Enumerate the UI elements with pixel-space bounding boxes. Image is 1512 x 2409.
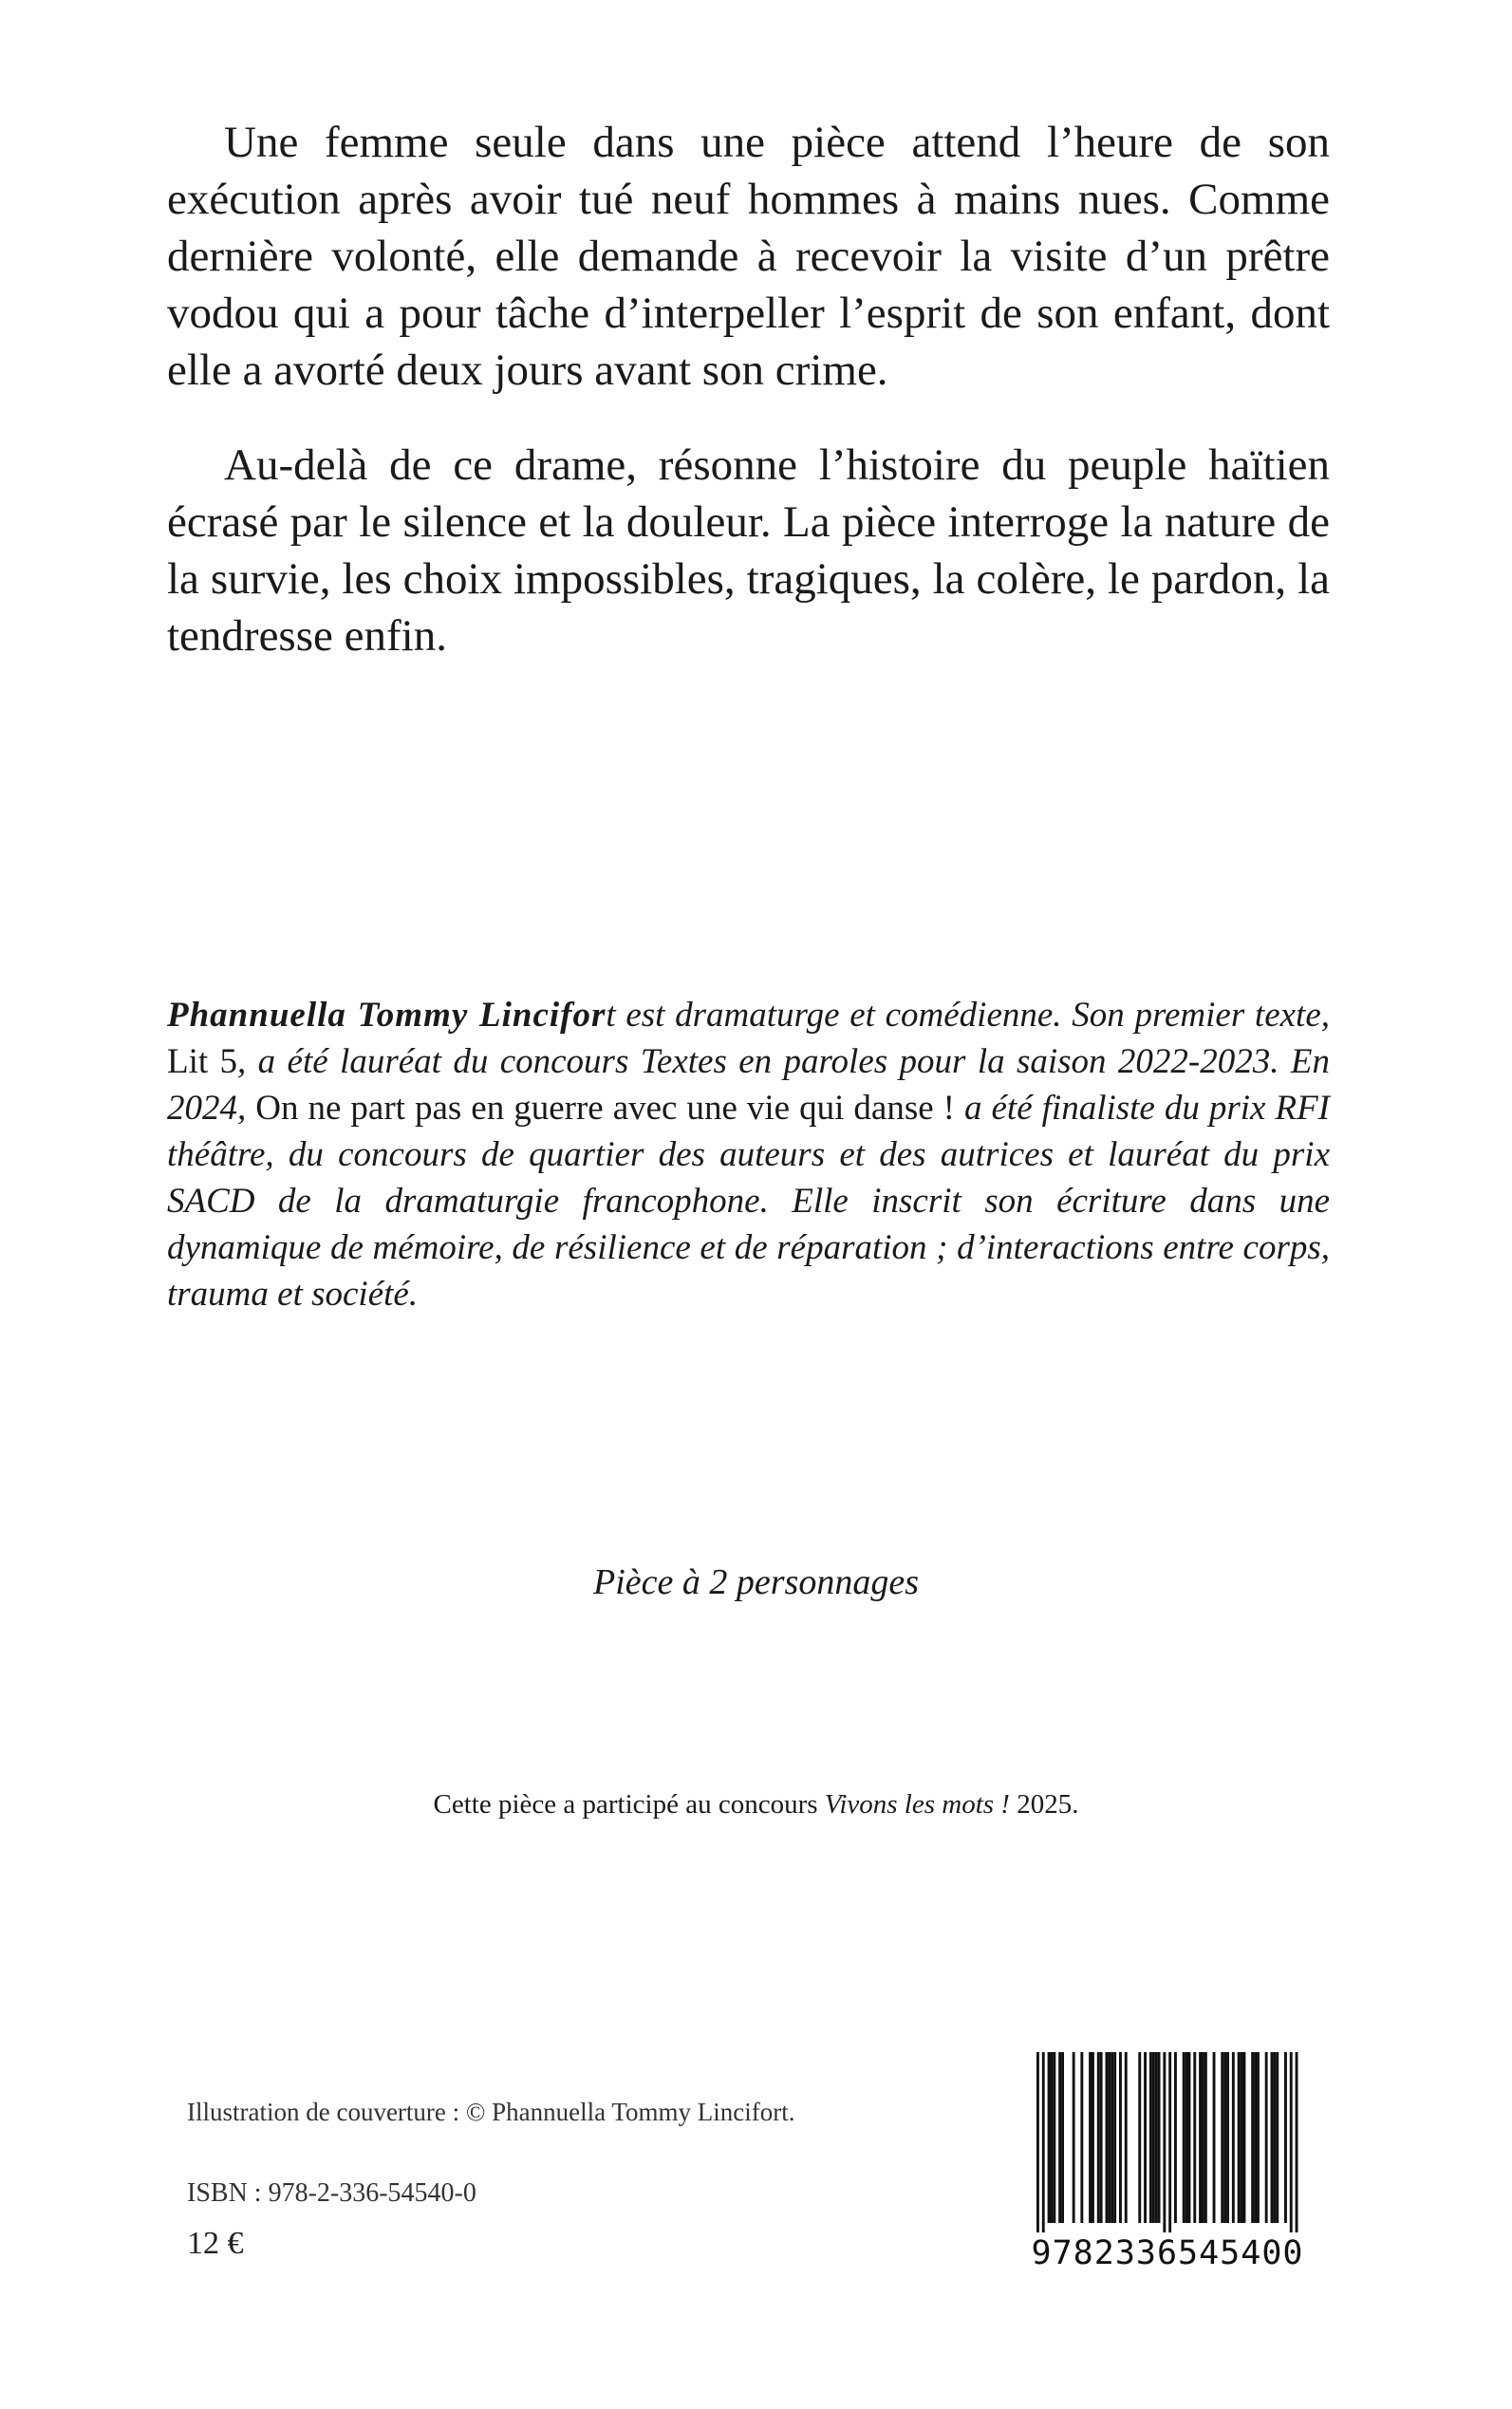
barcode-bar [1149, 2052, 1152, 2223]
barcode-bar [1204, 2052, 1207, 2223]
author-bio-paragraph [167, 992, 1330, 1317]
barcode-bar [1108, 2052, 1111, 2223]
barcode-bar [1073, 2052, 1075, 2223]
barcode-bar [1193, 2052, 1196, 2223]
barcode-bar [1163, 2052, 1166, 2232]
barcode-bar [1254, 2052, 1257, 2223]
barcode-bar [1241, 2052, 1243, 2223]
price: 12 € [187, 2226, 244, 2261]
barcode-bar [1183, 2052, 1185, 2223]
barcode-bar [1111, 2052, 1113, 2223]
barcode-bar [1042, 2052, 1045, 2232]
barcode-bars [1016, 2052, 1319, 2232]
bio-text-3: a été finaliste du prix RFI théâtre, du concours de quartier des auteurs et des autrices et lauréat du prix SACD de la dramaturgie francophone. Elle inscrit son écriture dans une dynamique de mémoire, de résilience et de réparation ; d’interactions entre corps, trauma et société. [167, 1089, 1330, 1314]
barcode-bar [1053, 2052, 1055, 2223]
barcode-bar [1080, 2052, 1083, 2223]
barcode-bar [1185, 2052, 1188, 2223]
barcode-bar [1284, 2052, 1287, 2223]
barcode-bar [1100, 2052, 1103, 2223]
barcode-bar [1202, 2052, 1204, 2223]
synopsis-paragraph-1: Une femme seule dans une pièce attend l’heure de son exécution après avoir tué neuf hommes à mains nues. Comme dernière volonté, elle demande à recevoir la visite d’un prêtre vodou qui a pour tâche d’interpeller l’esprit de son enfant, dont elle a avorté deux jours avant son crime. [167, 118, 1330, 395]
character-count: Pièce à 2 personnages [593, 1562, 919, 1602]
synopsis [167, 114, 1330, 664]
barcode-bar [1276, 2052, 1279, 2223]
barcode-bar [1155, 2052, 1158, 2223]
barcode-bar [1113, 2052, 1116, 2223]
barcode-bar [1243, 2052, 1246, 2223]
cover-illustration-credit: Illustration de couverture : © Phannuella Tommy Lincifort. [187, 2098, 795, 2126]
barcode-bar [1265, 2052, 1268, 2223]
author-bio [167, 992, 1330, 1317]
contest-prefix: Cette pièce a participé au concours [433, 1789, 825, 1820]
barcode-bar [1221, 2052, 1223, 2223]
barcode-bar [1223, 2052, 1226, 2223]
barcode-bar [1097, 2052, 1100, 2223]
barcode-bar [1125, 2052, 1128, 2223]
bio-work-title-1: Lit 5 [167, 1042, 238, 1081]
synopsis-paragraph-2: Au-delà de ce drame, résonne l’histoire du peuple haïtien écrasé par le silence et la douleur. La pièce interroge la nature de la survie, les choix impossibles, tragiques, la colère, le pardon, la tendresse enfin. [167, 440, 1330, 661]
barcode-bar [1144, 2052, 1147, 2223]
barcode [1016, 2052, 1319, 2280]
barcode-bar [1188, 2052, 1191, 2223]
barcode-bar [1213, 2052, 1216, 2223]
barcode-bar [1199, 2052, 1202, 2223]
barcode-bar [1061, 2052, 1064, 2223]
barcode-bar [1058, 2052, 1061, 2223]
barcode-bar [1174, 2052, 1177, 2223]
isbn: ISBN : 978-2-336-54540-0 [187, 2178, 476, 2208]
barcode-bar [1119, 2052, 1122, 2223]
contest-note [0, 1789, 1512, 1821]
bio-text-2: , a été lauréat du concours Textes en paroles pour la saison 2022-2023. En 2024, [167, 1042, 1330, 1128]
barcode-bar [1138, 2052, 1141, 2223]
barcode-bar [1051, 2052, 1054, 2223]
barcode-bar [1092, 2052, 1094, 2223]
barcode-bar [1158, 2052, 1161, 2223]
contest-title: Vivons les mots ! [824, 1789, 1010, 1820]
barcode-bar [1271, 2052, 1274, 2223]
barcode-bar [1226, 2052, 1229, 2223]
barcode-bar [1048, 2052, 1051, 2223]
barcode-bar [1238, 2052, 1241, 2223]
barcode-digits: 9782336545400 [1031, 2234, 1304, 2272]
contest-suffix: 2025. [1009, 1789, 1079, 1820]
barcode-bar [1168, 2052, 1171, 2232]
author-name: Phannuella Tommy Lincifor [167, 996, 607, 1035]
barcode-bar [1036, 2052, 1039, 2232]
barcode-bar [1273, 2052, 1276, 2223]
barcode-bar [1232, 2052, 1235, 2223]
bio-work-title-2: On ne part pas en guerre avec une vie qui danse ! [255, 1089, 955, 1128]
bio-text-1: t est dramaturge et comédienne. Son premier texte, [606, 996, 1331, 1035]
barcode-bar [1296, 2052, 1298, 2232]
barcode-bar [1251, 2052, 1254, 2223]
barcode-bar [1106, 2052, 1109, 2223]
barcode-bar [1089, 2052, 1092, 2223]
barcode-bar [1152, 2052, 1155, 2223]
barcode-bar [1290, 2052, 1293, 2232]
barcode-bar [1257, 2052, 1260, 2223]
